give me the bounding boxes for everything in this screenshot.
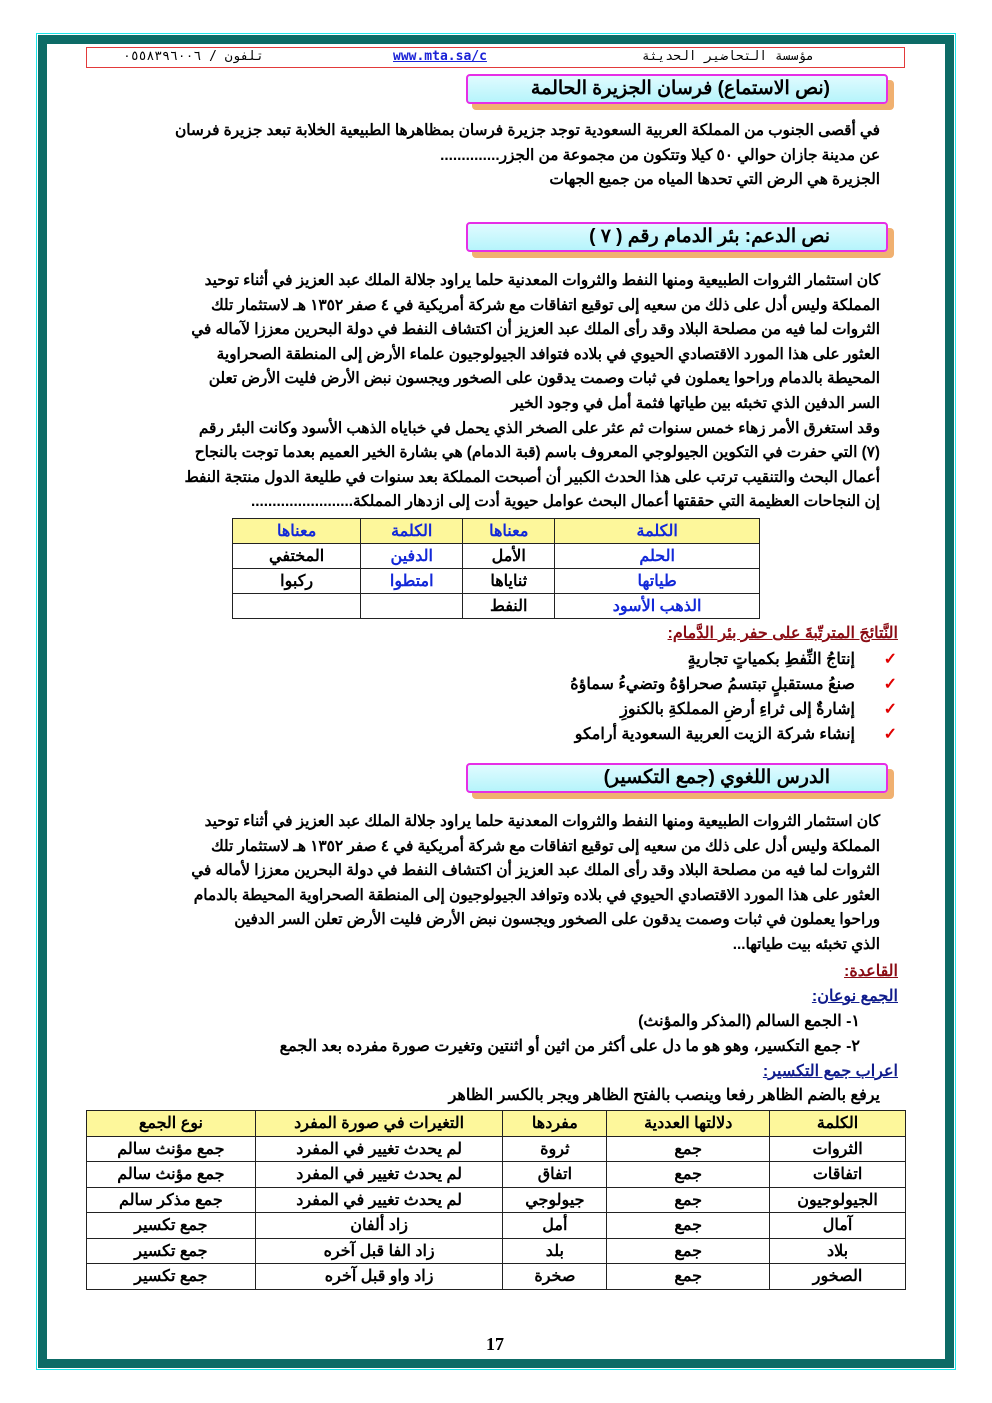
table-row: [233, 569, 760, 594]
table-cell: لم يحدث تغيير في المفرد: [255, 1162, 503, 1188]
table-row: [87, 1136, 906, 1162]
header-phone: تلفون / ٠٥٥٨٣٩٦٠٠٦: [123, 49, 264, 64]
meaning-cell: الأمل: [463, 544, 555, 569]
meaning-cell: النفط: [463, 594, 555, 619]
grammar-table: [86, 1110, 906, 1290]
table-cell: جمع: [607, 1264, 770, 1290]
section2-title: نص الدعم: بئر الدمام رقم ( ٧ ): [589, 226, 830, 247]
rule-heading: القاعدة:: [844, 963, 898, 980]
checkmark-icon: ✓: [883, 726, 897, 743]
table-cell: الثروات: [770, 1136, 906, 1162]
table-cell: جمع: [607, 1136, 770, 1162]
table-cell: اتفاقات: [770, 1162, 906, 1188]
word-cell: امتطوا: [361, 569, 463, 594]
section3-title: الدرس اللغوي (جمع التكسير): [603, 767, 830, 788]
word-cell: [361, 594, 463, 619]
table-cell: بلد: [503, 1238, 607, 1264]
text-line: العثور على هذا المورد الاقتصادي الحيوي في بلاده وتوافد الجيولوجيون إلى المنطقة الصحراوية المحيطة بالدمام: [193, 886, 880, 904]
header-cell: معناها: [463, 519, 555, 544]
header-cell: نوع الجمع: [87, 1111, 256, 1137]
table-cell: لم يحدث تغيير في المفرد: [255, 1187, 503, 1213]
table-row: [233, 544, 760, 569]
text-line: الثروات لما فيه من مصلحة البلاد وقد رأى الملك عبد العزيز أن اكتشاف النفط في دولة البحرين معززا لآماله في: [191, 321, 880, 339]
table-row: [87, 1238, 906, 1264]
table-cell: ثروة: [503, 1136, 607, 1162]
table-cell: جمع: [607, 1187, 770, 1213]
text-line: (٧) التي حفرت في التكوين الجيولوجي المعروف باسم (قبة الدمام) هي بشارة الخير العميم بعدما توجت بالنجاح: [194, 444, 880, 462]
parsing-heading: اعراب جمع التكسير:: [762, 1063, 898, 1080]
header-cell: التغيرات في صورة المفرد: [255, 1111, 503, 1137]
plural-types-heading: الجمع نوعان:: [811, 988, 898, 1005]
table-cell: آمال: [770, 1213, 906, 1239]
text-line: إن النجاحات العظيمة التي حققتها أعمال البحث عوامل حيوية أدت إلى ازدهار المملكة........................: [250, 493, 880, 511]
table-cell: بلاد: [770, 1238, 906, 1264]
table-cell: لم يحدث تغيير في المفرد: [255, 1136, 503, 1162]
table-header-row: [233, 519, 760, 544]
header-url-link[interactable]: www.mta.sa/c: [393, 49, 487, 64]
text-line: الجزيرة هي الرض التي تحدها المياه من جميع الجهات: [549, 171, 880, 189]
table-cell: جمع مؤنث سالم: [87, 1162, 256, 1188]
table-header-row: [87, 1111, 906, 1137]
meaning-cell: المختفي: [233, 544, 361, 569]
text-line: عن مدينة جازان حوالي ٥٠ كيلا وتتكون من مجموعة من الجزر..............: [440, 146, 880, 164]
header-cell: دلالتها العددية: [607, 1111, 770, 1137]
table-cell: جمع: [607, 1238, 770, 1264]
text-line: وراحوا يعملون في ثبات وصمت يدقون على الصخور ويجسون نبض الأرض فليت الأرض تعلن السر الدفين: [234, 911, 880, 929]
text-line: في أقصى الجنوب من المملكة العربية السعودية توجد جزيرة فرسان بمظاهرها الطبيعية الخلابة تبعد جزيرة فرسان: [174, 122, 880, 139]
text-line: المملكة وليس أدل على ذلك من سعيه إلى توقيع اتفاقات مع شركة أمريكية في ٤ صفر ١٣٥٢ هـ لاستثمار تلك: [211, 837, 880, 855]
text-line: العثور على هذا المورد الاقتصادي الحيوي في بلاده فتوافد الجيولوجيون علماء الأرض إلى المنطقة الصحراوية: [216, 345, 880, 363]
text-line: المحيطة بالدمام وراحوا يعملون في ثبات وصمت يدقون على الصخور ويجسون نبض الأرض فليت الأرض تعلن: [208, 370, 880, 388]
table-cell: جمع مؤنث سالم: [87, 1136, 256, 1162]
list-item-text: إنتاجُ النِّفطِ بكمياتٍ تجاريةٍ: [687, 651, 855, 668]
plural-type-item: ١- الجمع السالم (المذكر والمؤنث): [638, 1013, 860, 1030]
word-cell: الحلم: [555, 544, 760, 569]
table-cell: جمع: [607, 1162, 770, 1188]
checkmark-icon: ✓: [883, 676, 897, 693]
list-item: [570, 697, 897, 722]
header-cell: معناها: [233, 519, 361, 544]
text-line: الذي تخبئه بيت طياتها...: [732, 935, 880, 953]
table-row: [87, 1264, 906, 1290]
results-heading: النَّتائجَ المترتّبةَ على حفر بئر الدَّمام:: [667, 625, 898, 642]
section2-title-box: [466, 222, 888, 252]
section1-paragraph: [95, 119, 880, 193]
list-item-text: إنشاء شركة الزيت العربية السعودية أرامكو: [574, 726, 855, 743]
page-header: [86, 47, 905, 68]
section2-paragraph: [95, 269, 880, 515]
meaning-cell: ثناياها: [463, 569, 555, 594]
table-cell: اتفاق: [503, 1162, 607, 1188]
list-item-text: صنعُ مستقبلٍ تبتسمُ صحراؤهُ وتضيءُ سماؤهُ: [570, 676, 855, 693]
checkmark-icon: ✓: [883, 701, 897, 718]
parsing-text: يرفع بالضم الظاهر رفعا وينصب بالفتح الظاهر ويجر بالكسر الظاهر: [448, 1087, 880, 1104]
text-line: الثروات لما فيه من مصلحة البلاد وقد رأى الملك عبد العزيز أن اكتشاف النفط في دولة البحرين معززا لأماله في: [191, 862, 880, 880]
table-cell: زاد ألفان: [255, 1213, 503, 1239]
list-item: [570, 672, 897, 697]
list-item: [570, 722, 897, 747]
checkmark-icon: ✓: [883, 651, 897, 668]
text-line: المملكة وليس أدل على ذلك من سعيه إلى توقيع اتفاقات مع شركة أمريكية في ٤ صفر ١٣٥٢ هـ لاستثمار تلك: [211, 296, 880, 314]
word-cell: الدفين: [361, 544, 463, 569]
table-cell: الجيولوجيون: [770, 1187, 906, 1213]
table-cell: جمع مذكر سالم: [87, 1187, 256, 1213]
section3-title-box: [466, 763, 888, 793]
word-cell: طياتها: [555, 569, 760, 594]
word-cell: الذهب الأسود: [555, 594, 760, 619]
page-number: 17: [486, 1334, 504, 1354]
vocabulary-table: [232, 518, 760, 619]
text-line: السر الدفين الذي تخبئه بين طياتها فثمة أمل في وجود الخير: [511, 394, 880, 412]
table-cell: جمع تكسير: [87, 1238, 256, 1264]
header-cell: مفردها: [503, 1111, 607, 1137]
header-org: مؤسسة التحاضير الحديثة: [641, 49, 814, 64]
text-line: أعمال البحث والتنقيب ترتب على هذا الحدث الكبير أن أصبحت المملكة بعد سنوات في طليعة الدول منتجة النفط: [184, 468, 880, 486]
table-row: [87, 1162, 906, 1188]
header-cell: الكلمة: [361, 519, 463, 544]
header-cell: الكلمة: [770, 1111, 906, 1137]
meaning-cell: ركبوا: [233, 569, 361, 594]
list-item: [570, 647, 897, 672]
list-item-text: إشارةٌ إلى ثراءِ أرضِ المملكةِ بالكنوزِ: [620, 701, 855, 718]
table-row: [87, 1213, 906, 1239]
meaning-cell: [233, 594, 361, 619]
table-cell: جمع تكسير: [87, 1264, 256, 1290]
table-cell: جيولوجي: [503, 1187, 607, 1213]
section1-title: (نص الاستماع) فرسان الجزيرة الحالمة: [530, 78, 830, 99]
plural-type-item: ٢- جمع التكسير، وهو هو ما دل على أكثر من اثين أو اثنتين وتغيرت صورة مفرده بعد الجمع: [279, 1038, 860, 1055]
table-row: [87, 1187, 906, 1213]
text-line: وقد استغرق الأمر زهاء خمس سنوات ثم عثر على الصخر الذي يحمل في خباياه الذهب الأسود وكانت البئر رقم: [198, 419, 880, 437]
table-cell: أمل: [503, 1213, 607, 1239]
section3-paragraph: [95, 810, 880, 958]
header-cell: الكلمة: [555, 519, 760, 544]
table-cell: الصخور: [770, 1264, 906, 1290]
text-line: كان استثمار الثروات الطبيعية ومنها النفط والثروات المعدنية حلما يراود جلالة الملك عبد العزيز في أثناء توحيد: [204, 813, 880, 830]
table-cell: زاد واو قبل آخره: [255, 1264, 503, 1290]
table-cell: جمع: [607, 1213, 770, 1239]
table-cell: صخرة: [503, 1264, 607, 1290]
text-line: كان استثمار الثروات الطبيعية ومنها النفط والثروات المعدنية حلما يراود جلالة الملك عبد العزيز في أثناء توحيد: [204, 272, 880, 289]
table-cell: جمع تكسير: [87, 1213, 256, 1239]
results-list: [570, 647, 897, 747]
table-row: [233, 594, 760, 619]
section1-title-box: [466, 74, 888, 104]
table-cell: زاد الفا قبل آخره: [255, 1238, 503, 1264]
